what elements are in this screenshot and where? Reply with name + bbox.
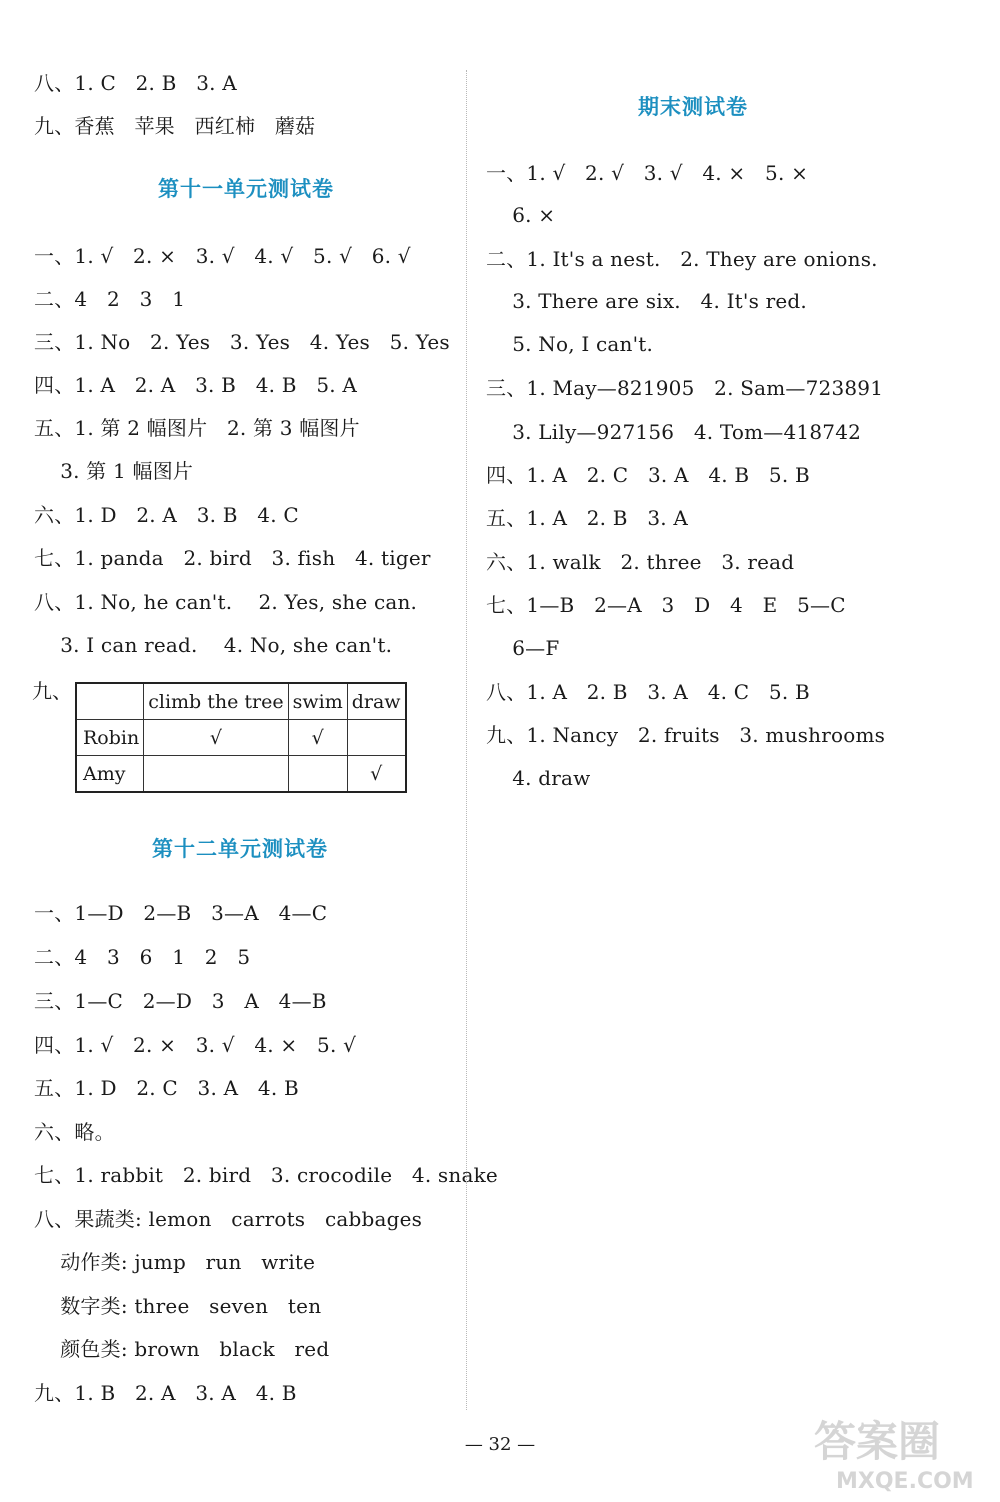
table-cell [288, 756, 347, 793]
table-header-cell: climb the tree [144, 683, 288, 720]
answer-line: 八、果蔬类: lemon carrots cabbages [34, 1207, 423, 1231]
answer-line: 6. × [486, 203, 556, 227]
table-header-cell: swim [288, 683, 347, 720]
table-cell: √ [347, 756, 405, 793]
answer-line: 颜色类: brown black red [34, 1337, 330, 1361]
table-cell: √ [144, 720, 288, 756]
answer-line: 3. 第 1 幅图片 [34, 459, 194, 483]
answer-line: 五、1. D 2. C 3. A 4. B [34, 1076, 299, 1100]
unit12-title: 第十二单元测试卷 [152, 836, 328, 861]
answer-line: 八、1. No, he can't. 2. Yes, she can. [34, 590, 418, 614]
watermark-main-text: 答案圈 [814, 1417, 941, 1466]
answer-line: 二、1. It's a nest. 2. They are onions. [486, 247, 878, 271]
answer-line: 二、4 3 6 1 2 5 [34, 945, 251, 969]
answer-line: 数字类: three seven ten [34, 1294, 322, 1318]
watermark-sub-text: MXQE.COM [836, 1469, 974, 1494]
table-header-cell [76, 683, 144, 720]
answer-line: 六、1. D 2. A 3. B 4. C [34, 503, 299, 527]
answer-line: 四、1. A 2. C 3. A 4. B 5. B [486, 463, 810, 487]
answer-line: 3. Lily—927156 4. Tom—418742 [486, 420, 862, 444]
unit11-title: 第十一单元测试卷 [158, 176, 334, 201]
answer-line: 七、1. panda 2. bird 3. fish 4. tiger [34, 546, 431, 570]
answer-line: 五、1. A 2. B 3. A [486, 506, 689, 530]
answer-line: 3. I can read. 4. No, she can't. [34, 633, 393, 657]
answer-line: 三、1. No 2. Yes 3. Yes 4. Yes 5. Yes [34, 330, 450, 354]
table-header-row [76, 683, 406, 720]
answer-line: 五、1. 第 2 幅图片 2. 第 3 幅图片 [34, 416, 360, 440]
answer-line: 七、1. rabbit 2. bird 3. crocodile 4. snake [34, 1163, 498, 1187]
answer-line: 5. No, I can't. [486, 332, 654, 356]
answer-line: 八、1. C 2. B 3. A [34, 71, 237, 95]
table-cell [347, 720, 405, 756]
answer-line: 一、1. √ 2. √ 3. √ 4. × 5. × [486, 161, 809, 185]
answer-line: 九、香蕉 苹果 西红柿 蘑菇 [34, 114, 316, 138]
answer-line: 四、1. A 2. A 3. B 4. B 5. A [34, 373, 358, 397]
answer-line: 六、略。 [34, 1120, 115, 1144]
answer-line: 二、4 2 3 1 [34, 287, 186, 311]
answer-line: 动作类: jump run write [34, 1250, 316, 1274]
table-header-cell: draw [347, 683, 405, 720]
final-exam-title: 期末测试卷 [638, 94, 748, 119]
answer-line: 三、1—C 2—D 3 A 4—B [34, 989, 327, 1013]
table-question-label: 九、 [32, 679, 72, 703]
answer-line: 一、1—D 2—B 3—A 4—C [34, 901, 328, 925]
table-row [76, 756, 406, 793]
column-divider [466, 70, 467, 1410]
answer-line: 九、1. Nancy 2. fruits 3. mushrooms [486, 723, 886, 747]
answer-line: 四、1. √ 2. × 3. √ 4. × 5. √ [34, 1033, 357, 1057]
answer-line: 一、1. √ 2. × 3. √ 4. √ 5. √ 6. √ [34, 244, 411, 268]
ability-table [75, 682, 407, 793]
answer-line: 6—F [486, 636, 560, 660]
table-cell [144, 756, 288, 793]
answer-line: 三、1. May—821905 2. Sam—723891 [486, 376, 884, 400]
answer-line: 八、1. A 2. B 3. A 4. C 5. B [486, 680, 810, 704]
table-cell: Robin [76, 720, 144, 756]
answer-line: 七、1—B 2—A 3 D 4 E 5—C [486, 593, 846, 617]
watermark-logo [806, 1408, 996, 1498]
page-number: — 32 — [464, 1434, 536, 1455]
table-cell: Amy [76, 756, 144, 793]
answer-line: 六、1. walk 2. three 3. read [486, 550, 795, 574]
table-cell: √ [288, 720, 347, 756]
table-row [76, 720, 406, 756]
answer-line: 3. There are six. 4. It's red. [486, 289, 807, 313]
answer-line: 九、1. B 2. A 3. A 4. B [34, 1381, 297, 1405]
answer-line: 4. draw [486, 766, 591, 790]
